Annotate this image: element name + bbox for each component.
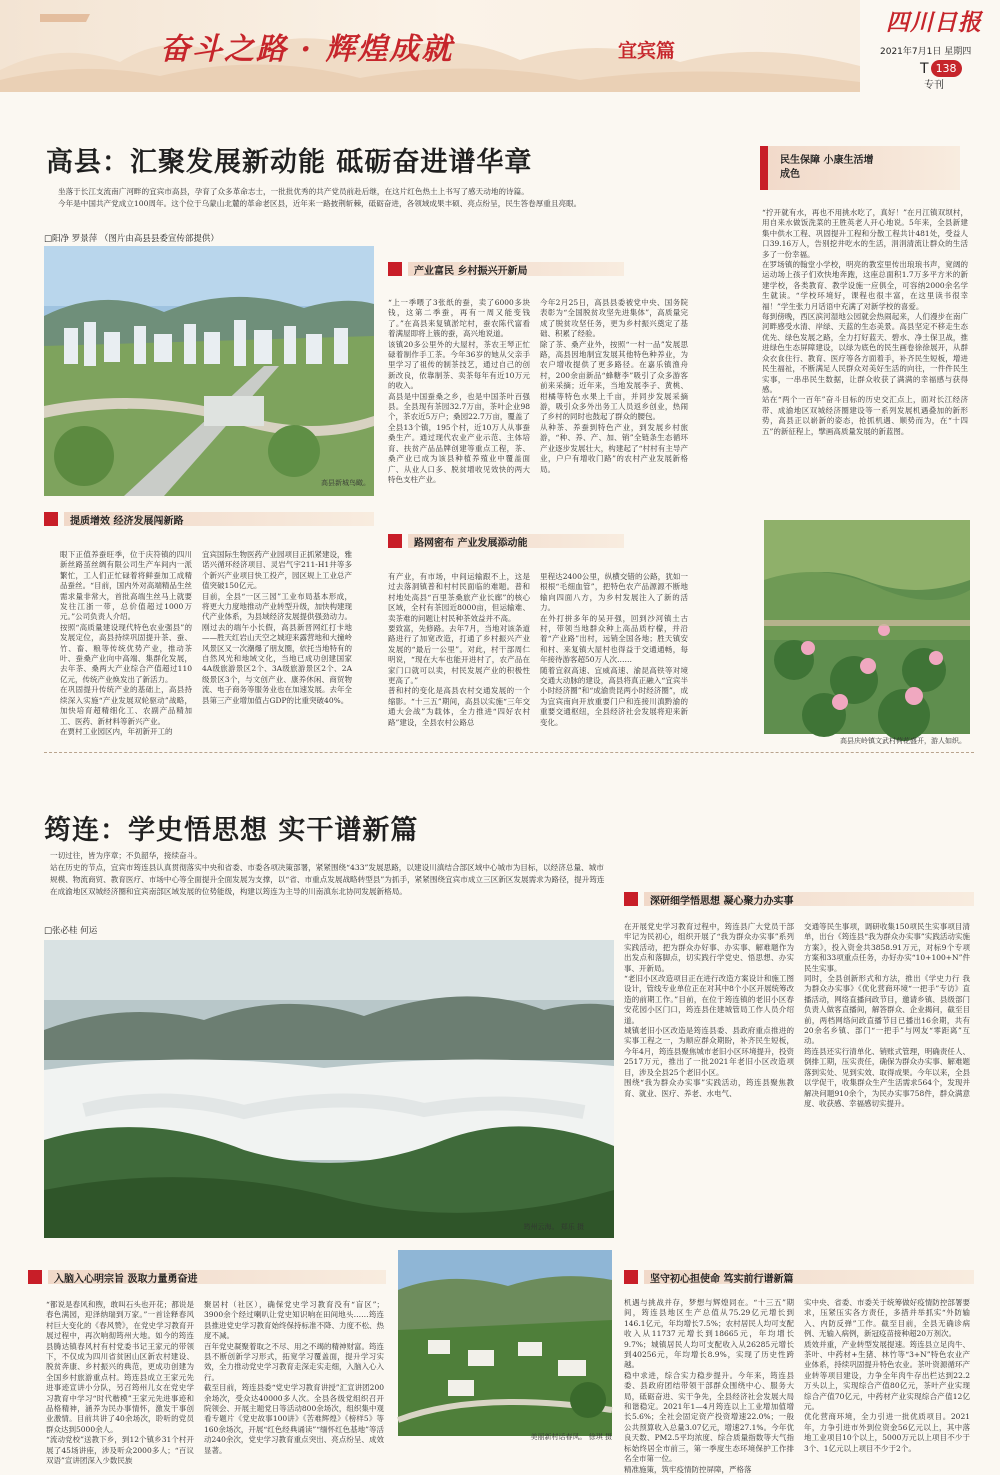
article2-photo-clouds [44,940,614,1238]
page-number: 138 [931,60,962,77]
article-column: 聚居村（社区），确保党史学习教育没有“盲区”；3900余个经过喇叭让党史知识响在田间地头……筠连县推进党史学习教育始终保持标准不降、力度不松、热度不减。 百年党史凝聚着取之不尽、用之不竭的精神财富。筠连县不断创新学习形式，拓宽学习覆盖面，提升学习实效，全力推动党史学习教育走深走实走细，入脑入心入行。 截至目前，筠连县委“党史学习教育讲授”汇宣讲团200余场次，受众达40000多人次。全县各级党组织召开院领会、开展主题党日等活动800余场次，组织集中观看专题片《党史故事100讲》《苦难辉煌》《榜样5》等160余场次，开展“红色经典诵读”“缅怀红色基地”等活动240余次，党史学习教育重点突出、亮点纷呈、成效显著。 [204,1300,384,1455]
section-title: 民生保障 小康生活增成色 [780,155,874,180]
section-marker-icon [388,534,402,548]
article1-headline: 高县：汇聚发展新动能 砥砺奋进谱华章 [46,147,533,178]
masthead-banner [0,0,1000,92]
section-marker-icon [624,1270,638,1284]
article1-byline: □阳净 罗景萍 （图片由高县县委宣传部提供） [44,234,219,244]
section-heading [388,534,624,548]
section-heading [624,1270,974,1284]
section-title: 深研细学悟思想 凝心聚力办实事 [644,892,974,906]
section-marker-icon [760,146,768,190]
section-title: 入脑入心明宗旨 汲取力量勇奋进 [48,1270,386,1284]
section-heading [28,1270,386,1284]
section-title: 路网密布 产业发展添动能 [408,534,624,548]
cloud-sea-image [44,940,614,1238]
article-column: 在开展党史学习教育过程中，筠连县广大党员干部牢记为民初心，组织开展了“我为群众办实事”系列实践活动，把为群众办好事、办实事、解难题作为出发点和落脚点，切实践行学党史、悟思想、办实事、开新局。 “老旧小区改造项目正在进行改造方案设计和施工图设计，管线专业单位正在对其中8个小区开展统筹改造的前期工作。”目前，在位于筠连镇的老旧小区春安花园小区门口，筠连县住建城管局工作人员介绍道。 城镇老旧小区改造是筠连县委、县政府重点推进的实事工程之一，为顺应群众期盼，补齐民生短板，今年4月，筠连县聚焦城市老旧小区环境提升，投资2517万元，推出了一批2021年老旧小区改造项目，涉及全县25个老旧小区。 围绕“我为群众办实事”实践活动，筠连县聚焦教育、就业、医疗、养老、水电气、 [624,922,794,1098]
section-label: 专刊 [924,80,944,91]
section-heading-vertical [760,146,960,190]
section-heading [388,262,624,276]
article-column: 宜宾国际生物医药产业园项目正抓紧建设，雅诺兴循环经济项目、灵岩气宇211-H1井等多个新兴产业项目快工投产，园区规上工业总产值突破150亿元。 目前，全县“一区三园”工业布局基本形成，将更大力度地推动产业转型升级，加快构建现代产业体系，为县域经济发展提供强劲动力。 刚过去的端午小长假，高县新晋网红打卡地——胜天红岩山天空之城迎来露营地和大撞岭风景区又一次潮爆了朋友圈，依托当地特有的自然风光和地域文化，当地已成功创建国家4A级旅游景区2个、3A级旅游景区2个、2A级景区3个，与文创产业、康养休闲、商贸物流、电子商务等服务业也在加速发展。去年全县第三产业增加值占GDP的比重突破40%。 [202,550,352,705]
article1-photo-lotus-caption: 高县庆岭镇文武村荷花盛开，游人如织。 [840,737,966,745]
section-title: 坚守初心担使命 笃实前行谱新篇 [644,1270,974,1284]
village-image [398,1250,612,1436]
paper-name-logo: 四川日报 [886,9,982,36]
article1-photo-lotus [764,520,970,734]
article-column: “上一季喂了3张纸的蚕，卖了6000多块钱，这第二季蚕，再有一周又能变钱了。”在高县来复镇淤坨村，蚕农陈代富看着满屋即将上簇的蚕，高兴地说道。 该镇20多公里外的大屋村，茶农王琴正忙碌着制作手工茶。今年36岁的她从父亲手里学习了祖传的制茶技艺，通过自己的创新改良，依靠制茶、卖茶每年有近10万元的收入。 高县是中国蚕桑之乡，也是中国茶叶百强县。全县现有茶园32.7万亩，茶叶企业98个，茶农近5万户；桑园22.7万亩，覆盖了全县13个镇，195个村，近10万人从事蚕桑生产。通过现代农业产业示范、主体培育、扶贫产品品牌创建等重点工程，茶、桑产业已成为该县种植养殖业中覆盖面广、从业人口多、脱贫增收见效快的两大特色支柱产业。 [388,298,530,484]
article1-photo-city-caption: 高县新城鸟瞰。 [321,479,370,487]
page-number-badge [920,60,962,77]
issue-date: 2021年7月1日 星期四 [880,47,972,57]
section-title: 产业富民 乡村振兴开新局 [408,262,624,276]
article-column: 里程达2400公里，纵横交错的公路，犹如一根根“毛细血管”，把特色农产品源源不断地输向四面八方，为乡村发展注入了新的活力。 在外打拼多年的吴开强，回到沙河镇土古村，带领当地群众种上高品质柠檬，并沿着“产业路”出村，远销全国各地；胜天镇安和村、来复镇大屋村也得益于交通通畅，每年接待游客超50万人次…… 随着宜叙高速、宜威高速、渝昆高铁等对境交通大动脉的建设，高县将真正融入“宜宾半小时经济圈”和“成渝贵昆两小时经济圈”，成为宜宾南向开放重要门户和连接川滇黔渝的重要交通枢纽，全县经济社会发展将迎来新变化。 [540,572,688,727]
article2-intro: 一切过往，皆为序章；不负韶华，接续奋斗。 站在历史的节点，宜宾市筠连县认真贯彻落实中央和省委、市委各项决策部署，紧紧围绕“433”发展思路，以建设川滇结合部区域中心城市为目标，以经济总量、城市规模、物流商贸、教育医疗、市场中心等全面提升全面发展为支撑，以“省、市重点发展战略转型县”为抓手，紧紧围绕宜宾市成立三区新区发展需求为路径，提升筠连在成渝地区双城经济圈和宜宾南部区域发展的位势能级，构建以筠连为主导的川南滇东北协同发展新格局。 [50,851,605,896]
section-heading [44,512,374,526]
article-divider [44,752,974,753]
section-heading [624,892,974,906]
section-marker-icon [388,262,402,276]
article2-photo-village-caption: 美丽新村话春风。 徐琪 摄 [530,1433,612,1441]
section-title: 提质增效 经济发展闯新路 [64,512,374,526]
article2-byline: □张必桂 何运 [44,926,98,936]
page-prefix: T [920,60,929,77]
city-aerial-image [44,246,374,496]
lotus-pond-image [764,520,970,734]
article-column: “都说是春风和煦，敢叫石头也开花；都说是春色满园，迎泽纳瑞到万家。”一首诠释春风村巨大变化的《春风赞》，在党史学习教育开展过程中，再次响彻筠州大地。如今的筠连县腾达镇春风村有村党委书记王家元的带领下，不仅成为四川省贫困山区新农村建设、脱贫奔康、乡村振兴的典范，更成功创建为全国乡村旅游重点村。筠连县成立王家元先进事迹宣讲小分队，另召筠州儿女在党史学习教育中学习“时代楷模”王家元先进事迹和品格精神，涵养为民办事情怀，激发干事创业激情。目前共讲了40余场次，聆听的党员群众达到5000余人。 “流动党校”送教下乡，到12个镇乡31个村开展了45场讲座，涉及听众2000多人；“百议双语”宣讲团深入少数民族 [46,1300,194,1466]
article-column: 有产业，有市场，中间运输跟不上，这是过去落洞镇普和村村民面临的难题。普和村地处高县“百里茶桑旅产业长廊”的核心区域，全村有茶园近8000亩，但运输难、卖茶难的问题让村民种茶效益并不高。 要致富，先修路。去年7月，当地对该条道路进行了加宽改造，打通了乡村振兴产业发展的“最后一公里”。对此，村干部周仁明说，“现在大车也能开进村了，农产品在家门口就可以卖，村民发展产业的积极性更高了。” 普和村的变化是高县农村交通发展的一个缩影。“十三五”期间，高县以实施“三年交通大会战”为载体，全力推进“四好农村路”建设，全县农村公路总 [388,572,530,727]
article-column: 交通等民生事项，调研收集150项民生实事项目清单，出台《筠连县“我为群众办实事”实践活动实施方案》，投入资金共3858.91万元，对标9个专项方案和33项重点任务，办好办实“10+100+N”件民生实事。 同时，全县创新形式和方法，推出《学史力行 我为群众办实事》《优化营商环境“一把手”专访》直播活动，网络直播问政节目，邀请乡镇、县级部门负责人做客直播间，解答群众、企业揭问，截至目前，两档网络问政直播节目已播出16余期，共有20余名乡镇、部门“一把手”与网友“零距离”互动。 筠连县还实行清单化、销账式管理，明确责任人、倒排工期，压实责任，确保为群众办实事、解难题落到实处、见到实效、取得成果。今年以来，全县以学促干，收集群众生产生活需求564个，发现并解决问题910余个，为民办实事758件，群众满意度、收获感、幸福感切实提升。 [804,922,970,1108]
article1-intro: 坐落于长江支流南广河畔的宜宾市高县，孕育了众多革命志士，一批批优秀的共产党员前赴后继，在这片红色热土上书写了感天动地的诗篇。 今年是中国共产党成立100周年。这个位于乌蒙山北麓的革命老区县，近年来一路披荆斩棘，砥砺奋进，各领域成果丰硕、亮点纷呈，民生答卷厚重且亮眼。 [58,187,582,208]
article-column: “拧开就有水，再也不用挑水吃了，真好！”在月江镇双坝村，用自来水做饭洗菜的王胜英老人开心地说。5年来，全县新建集中供水工程、巩固提升工程和分散工程共计481处，受益人口39.16万人，告别挖井吃水的生活，涓涓清流让群众的生活多了一份幸福。 在罗场镇的翰堂小学校，明亮的教室里传出琅琅书声，宽阔的运动场上孩子们欢快地奔跑，这座总面积1.7万多平方米的新建学校，各类教育、教学设施一应俱全，可容纳2000余名学生就读。“学校环境好，课程也很丰富，在这里读书很幸福！”学生张力月话语中充满了对新学校的喜爱。 每到傍晚，西区滨河湿地公园就会热闹起来，人们漫步在南广河畔感受水清、岸绿、天蓝的生态美景。高县坚定不移走生态优先、绿色发展之路，全力打好蓝天、碧水、净土保卫战，推进绿色生态屏障建设，以绿为底色的民生画卷徐徐展开，从群众衣食住行、教育、医疗等各方面着手，补齐民生短板，增进民生福祉，不断满足人民群众对美好生活的向往，一件件民生实事，一串串民生数据，让群众收获了满满的幸福感与获得感。 站在“两个一百年”奋斗目标的历史交汇点上，面对长江经济带、成渝地区双城经济圈建设等一系列发展机遇叠加的新形势，高县正以崭新的姿态，抢抓机遇、顺势而为，在“十四五”的新征程上，擘画高质量发展的新蓝图。 [762,208,968,436]
article-column: 今年2月25日，高县县委被党中央、国务院表彰为“全国脱贫攻坚先进集体”，高质量完成了脱贫攻坚任务，更为乡村振兴奠定了基础、积累了经验。 除了茶、桑产业外，按照“一村一品”发展思路，高县因地制宜发展其他特色种养业，为农户增收提供了更多路径。在嘉乐镇渔舟村，200余亩新品“蜂糖李”吸引了众多游客前来采摘；近年来，当地发展李子、黄桃、柑橘等特色水果上千亩，并同步发展采摘游，吸引众多外出务工人员返乡创业，热闹了乡村的同时也鼓起了群众的腰包。 从种茶、养蚕到特色产业，到发展乡村旅游，“种、养、产、加、销”全链条生态循环产业逐步发展壮大，构建起了“村村有主导产业，户户有增收门路”的农村产业发展新格局。 [540,298,688,474]
article2-headline: 筠连：学史悟思想 实干谱新篇 [44,815,419,846]
section-marker-icon [624,892,638,906]
article2-photo-village [398,1250,612,1436]
section-marker-icon [44,512,58,526]
article-column: 眼下正值养蚕旺季，位于庆符镇的四川新丝路茧丝绸有限公司生产车间内一派繁忙，工人们正忙碌着将鲜蚕加工成精品蚕丝。“目前，国内外对高端精品生丝需求量非常大，首批高端生丝马上就要发往江浙一带，总价值超过1000万元。”公司负责人介绍。 按照“高质量建设现代特色农业强县”的发展定位，高县持续巩固提升茶、蚕、竹、畜、粮等传统优势产业，推动茶叶、蚕桑产业向中高端、集群化发展，去年茶、桑两大产业综合产值超过110亿元，传统产业焕发出了新活力。 在巩固提升传统产业的基础上，高县持续深入实施“产业发展双轮驱动”战略，加快培育超精细化工、农副产品精加工、医药、新材料等新兴产业。 在贾村工业园区内，年初新开工的 [60,550,192,736]
region-label: 宜宾篇 [618,40,676,62]
section-marker-icon [28,1270,42,1284]
banner-title: 奋斗之路 · 辉煌成就 [160,32,454,67]
article-column: 实中央、省委、市委关于统筹做好疫情防控部署要求，压紧压实各方责任，多措并举抓实“外防输入、内防反弹”工作。截至目前，全县无确诊病例、无输入病例，新冠疫苗接种超20万剂次。 质效并重，产业转型发展提速。筠连县立足肉牛、茶叶、中药材+生猪、林竹等“3+N”特色农业产业体系，持续巩固提升特色农业。茶叶资源循环产业转等项目建设，力争全年肉牛存出栏达到22.2万头以上，实现综合产值80亿元，茶叶产业实现综合产值70亿元，中药材产业实现综合产值12亿元。 优化营商环境，全力引进一批优质项目。2021年，力争引进市外到位资金56亿元以上，其中落地工业项目10个以上，5000万元以上项目不少于3个、1亿元以上项目不少于2个。 [804,1298,970,1453]
article2-photo-clouds-caption: 筠州云海。 郑乐 摄 [523,1223,584,1231]
article-column: 机遇与挑战并存，梦想与辉煌同在。“十三五”期间，筠连县地区生产总值从75.29亿元增长到146.1亿元，年均增长7.5%；农村居民人均可支配收入从11737元增长到18665元，年均增长9.7%；城镇居民人均可支配收入从26285元增长到40256元，年均增长8.9%，实现了历史性跨越。 稳中求进，综合实力稳步提升。今年来，筠连县委、县政府团结带领干部群众围绕中心、服务大局，砥砺奋进、实干争先，全县经济社会发展大局和谐稳定。2021年1—4月筠连以上工业增加值增长5.6%；全社会固定资产投资增速22.0%；一般公共预算收入总量3.07亿元，增速27.1%。今年优良天数、PM2.5平均浓度、综合质量指数等大气指标始终居全市前三，第一季度生态环境保护工作排名全市第一位。 精准施策，筑牢疫情防控屏障，严格落 [624,1298,794,1474]
article1-photo-city [44,246,374,496]
masthead-right [860,0,1000,92]
